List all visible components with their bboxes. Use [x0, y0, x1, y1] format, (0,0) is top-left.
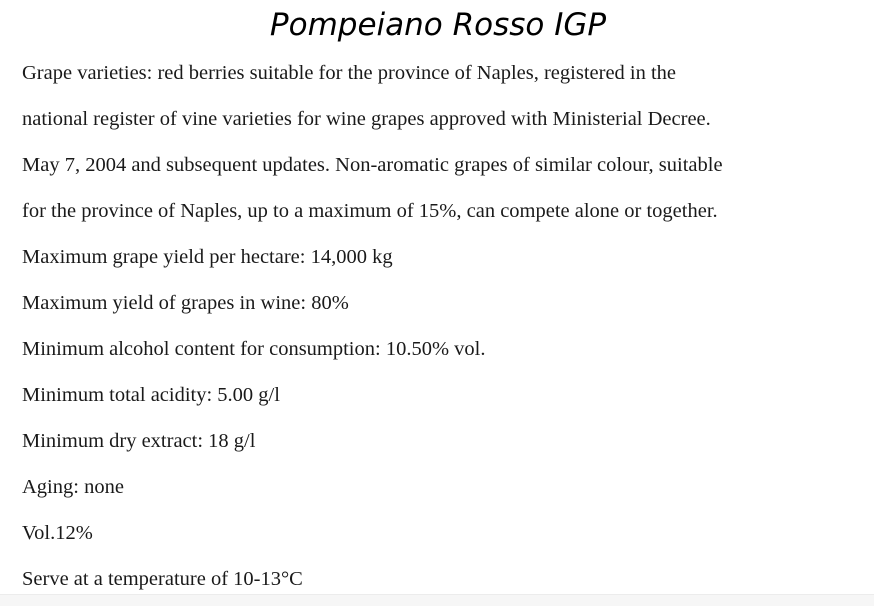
max-wine-yield: Maximum yield of grapes in wine: 80%	[22, 292, 349, 314]
min-total-acidity: Minimum total acidity: 5.00 g/l	[22, 384, 280, 406]
grape-varieties-line-3: May 7, 2004 and subsequent updates. Non-aromatic grapes of similar colour, suitable	[22, 154, 723, 176]
grape-varieties-line-4: for the province of Naples, up to a maximum of 15%, can compete alone or together.	[22, 200, 718, 222]
min-alcohol-content: Minimum alcohol content for consumption: 10.50% vol.	[22, 338, 486, 360]
grape-varieties-line-2: national register of vine varieties for wine grapes approved with Ministerial Decree.	[22, 108, 711, 130]
min-dry-extract: Minimum dry extract: 18 g/l	[22, 430, 256, 452]
grape-varieties-line-1: Grape varieties: red berries suitable for the province of Naples, registered in the	[22, 62, 677, 84]
max-grape-yield: Maximum grape yield per hectare: 14,000 kg	[22, 246, 393, 268]
aging: Aging: none	[22, 476, 124, 498]
page-title: Pompeiano Rosso IGP	[269, 7, 607, 43]
page-bottom-edge	[0, 594, 874, 606]
serving-temperature: Serve at a temperature of 10-13°C	[22, 568, 303, 590]
volume: Vol.12%	[22, 522, 93, 544]
